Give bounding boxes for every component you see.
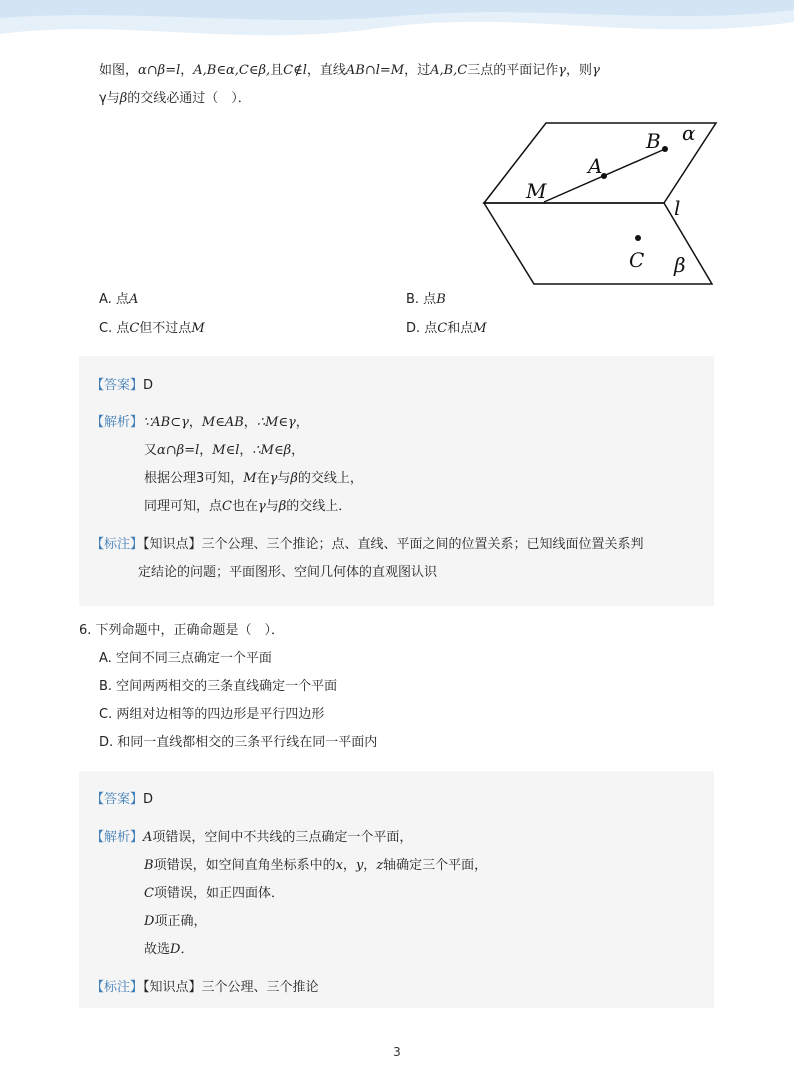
q5-option-d[interactable]: D. 点C和点M [406,321,487,336]
q5-note-line2: 定结论的问题；平面图形、空间几何体的直观图认识 [138,565,438,580]
label-C: C [629,248,645,272]
header-wave-decoration [0,0,794,60]
q5-analysis-line3: 根据公理3可知，M在γ与β的交线上， [144,471,363,486]
label-beta: β [674,253,686,277]
q6-answer: 【答案】D [91,792,154,807]
q6-option-c[interactable]: C. 两组对边相等的四边形是平行四边形 [99,707,325,722]
planes-figure [478,118,718,290]
q5-analysis-line1: 【解析】∵AB⊂γ，M∈AB，∴M∈γ， [91,415,309,430]
q5-stem-line1: 如图，α∩β=l，A,B∈α,C∈β,且C∉l，直线AB∩l=M，过A,B,C三点的平面记作γ，则γ [99,63,600,78]
label-M: M [526,179,547,203]
q6-option-a[interactable]: A. 空间不同三点确定一个平面 [99,651,272,666]
label-alpha: α [682,121,696,145]
point-B [662,146,668,152]
q6-analysis-line4: D项正确， [144,914,207,929]
q6-note: 【标注】【知识点】三个公理、三个推论 [91,980,319,995]
q5-option-c[interactable]: C. 点C但不过点M [99,321,205,336]
label-B: B [646,129,661,153]
q6-option-d[interactable]: D. 和同一直线都相交的三条平行线在同一平面内 [99,735,378,750]
label-l: l [674,196,681,220]
q6-analysis-line3: C项错误，如正四面体． [144,886,284,901]
q6-stem: 6. 下列命题中，正确命题是（ ）． [79,623,285,638]
q5-option-a[interactable]: A. 点A [99,292,139,307]
q6-analysis-line5: 故选D． [144,942,194,957]
q5-stem-line2: γ与β的交线必通过（ ）． [99,91,251,106]
q5-analysis-line2: 又α∩β=l，M∈l，∴M∈β， [144,443,305,458]
q5-note-line1: 【标注】【知识点】三个公理、三个推论；点、直线、平面之间的位置关系；已知线面位置关系判 [91,537,644,552]
point-C [635,235,641,241]
q6-analysis-line1: 【解析】A项错误，空间中不共线的三点确定一个平面， [91,830,413,845]
q5-option-b[interactable]: B. 点B [406,292,446,307]
q5-analysis-line4: 同理可知，点C也在γ与β的交线上． [144,499,352,514]
q6-option-b[interactable]: B. 空间两两相交的三条直线确定一个平面 [99,679,338,694]
page-number: 3 [393,1045,401,1059]
q5-answer: 【答案】D [91,378,154,393]
q6-analysis-line2: B项错误，如空间直角坐标系中的x，y，z轴确定三个平面， [144,858,488,873]
label-A: A [588,154,603,178]
